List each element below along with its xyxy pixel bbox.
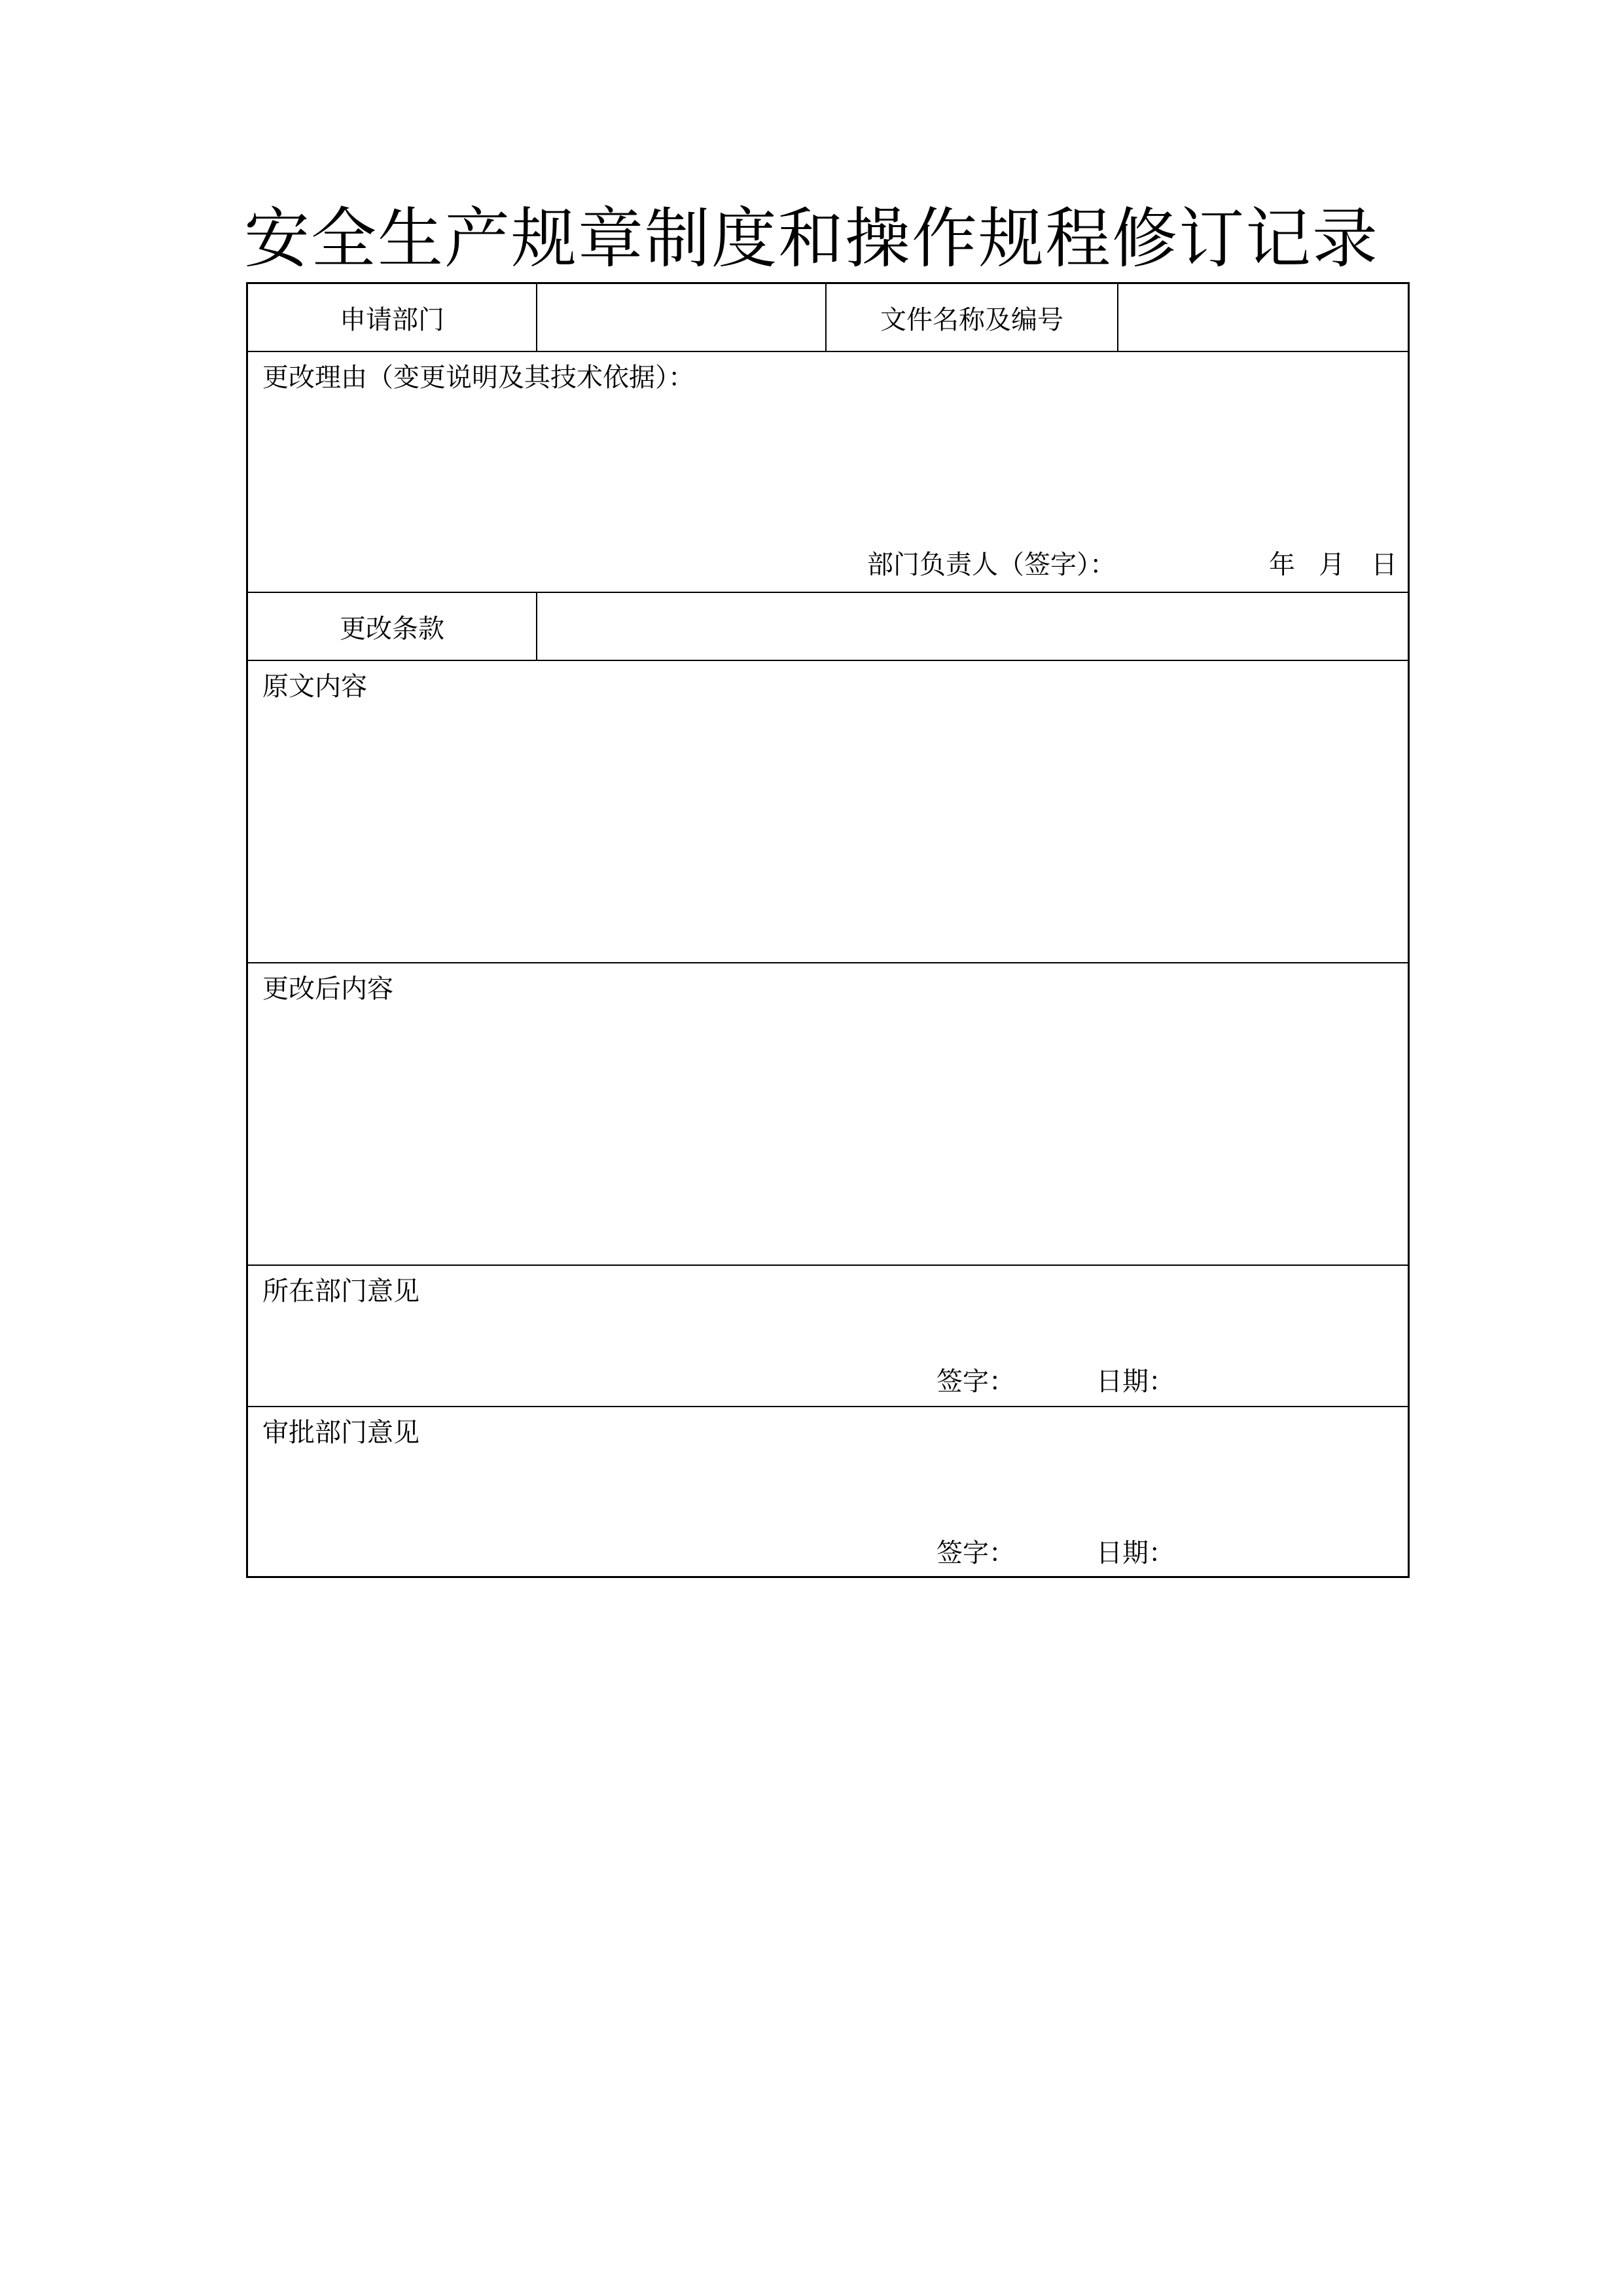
original-content-label: 原文内容 xyxy=(262,672,367,702)
year-label: 年 xyxy=(1269,550,1295,580)
file-name-label: 文件名称及编号 xyxy=(827,284,1118,351)
reason-section[interactable] xyxy=(248,352,1408,593)
applicant-dept-label: 申请部门 xyxy=(248,284,537,351)
dept-opinion-date-label: 日期： xyxy=(1096,1367,1175,1397)
revised-content-label: 更改后内容 xyxy=(262,974,393,1004)
applicant-dept-field[interactable] xyxy=(537,284,827,351)
clause-label: 更改条款 xyxy=(248,593,537,660)
approval-sign-label: 签字： xyxy=(936,1538,1015,1568)
clause-field[interactable] xyxy=(537,593,1408,660)
day-label: 日 xyxy=(1371,550,1397,580)
approval-date-label: 日期： xyxy=(1096,1538,1175,1568)
dept-head-sign-label: 部门负责人（签字）： xyxy=(867,550,1116,580)
approval-opinion-section[interactable] xyxy=(248,1407,1408,1576)
month-label: 月 xyxy=(1319,550,1345,580)
dept-opinion-section[interactable] xyxy=(248,1266,1408,1407)
reason-label: 更改理由（变更说明及其技术依据）： xyxy=(262,363,694,393)
approval-opinion-label: 审批部门意见 xyxy=(262,1418,419,1448)
dept-opinion-label: 所在部门意见 xyxy=(262,1276,419,1306)
original-content-section[interactable] xyxy=(248,661,1408,963)
dept-opinion-sign-label: 签字： xyxy=(936,1367,1015,1397)
revision-record-form xyxy=(246,282,1410,1578)
clause-row xyxy=(248,593,1408,661)
revised-content-section[interactable] xyxy=(248,963,1408,1266)
header-row xyxy=(248,284,1408,352)
file-name-field[interactable] xyxy=(1118,284,1408,351)
page-title: 安全生产规章制度和操作规程修订记录 xyxy=(244,200,1379,277)
